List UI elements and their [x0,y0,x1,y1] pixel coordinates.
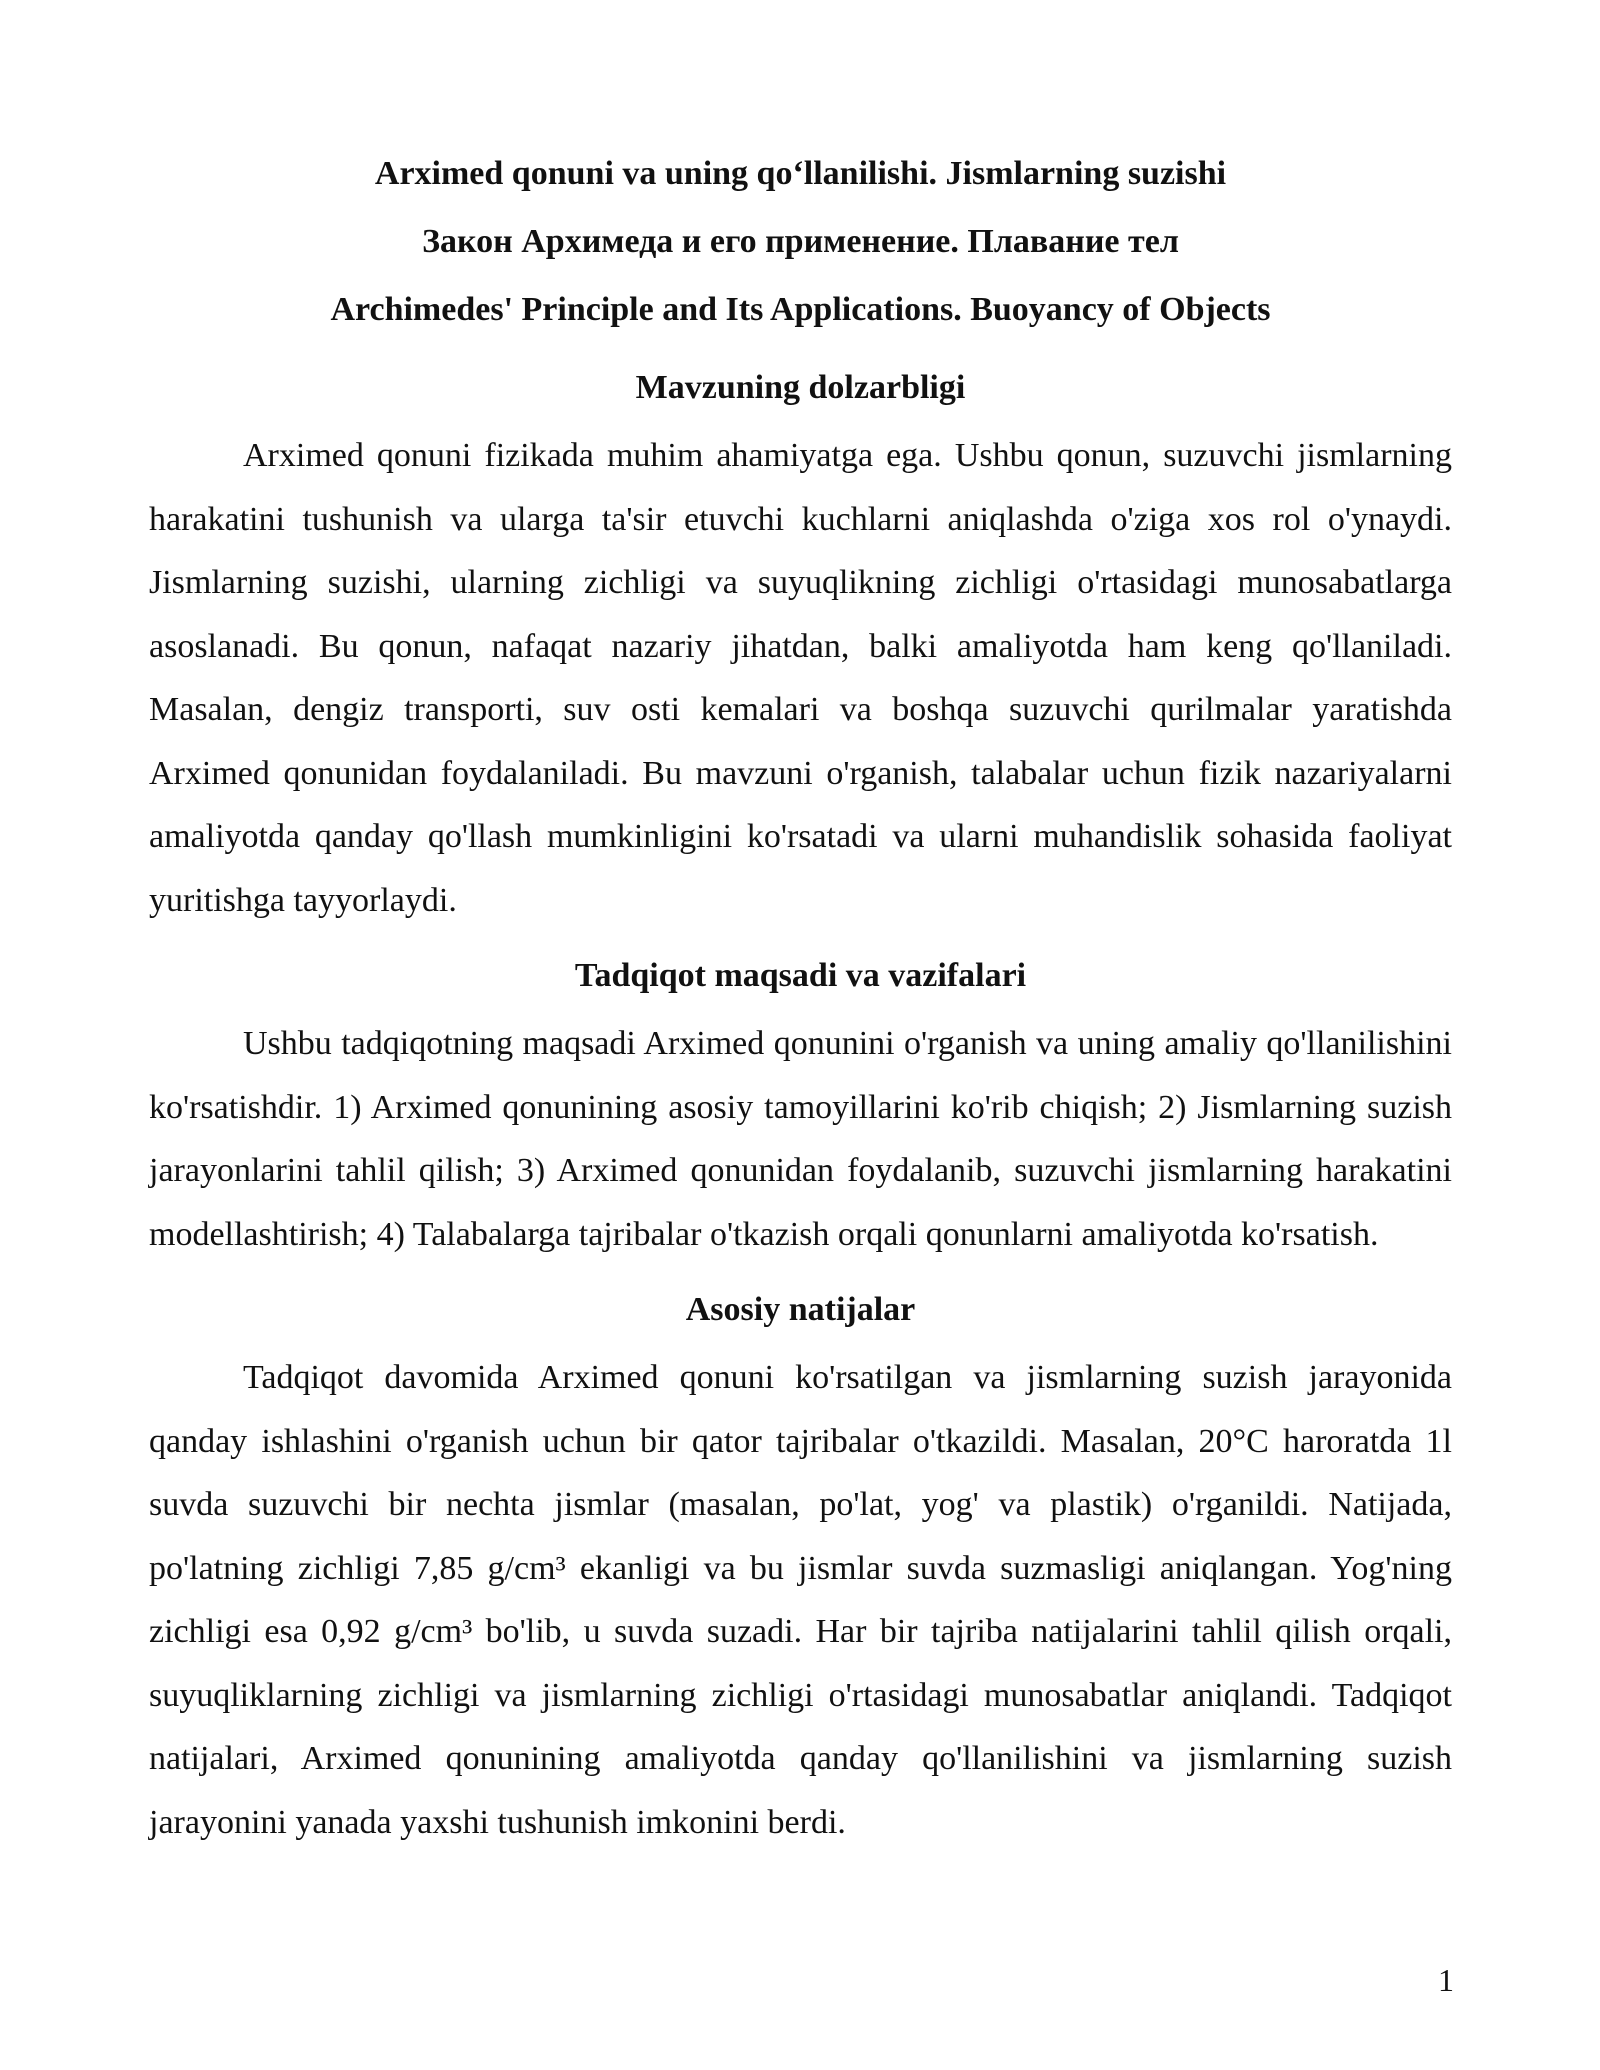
title-russian: Закон Архимеда и его применение. Плавание тел [422,223,1179,260]
section-paragraph-objectives: Ushbu tadqiqotning maqsadi Arximed qonunini o'rganish va uning amaliy qo'llanilishini ko'rsatishdir. 1) Arximed qonunining asosiy tamoyillarini ko'rib chiqish; 2) Jismlarning suzish jarayonlarini tahlil qilish; 3) Arximed qonunidan foydalanib, suzuvchi jismlarning harakatini modellashtirish; 4) Talabalarga tajribalar o'tkazish orqali qonunlarni amaliyotda ko'rsatish. [149,1025,1452,1253]
title-english: Archimedes' Principle and Its Applications. Buoyancy of Objects [330,291,1271,328]
page-number: 1 [1438,1962,1454,1998]
section-paragraph-results: Tadqiqot davomida Arximed qonuni ko'rsatilgan va jismlarning suzish jarayonida qanday ishlashini o'rganish uchun bir qator tajribalar o'tkazildi. Masalan, 20°C haroratda 1l suvda suzuvchi bir nechta jismlar (masalan, po'lat, yog' va plastik) o'rganildi. Natijada, po'latning zichligi 7,85 g/cm³ ekanligi va bu jismlar suvda suzmasligi aniqlangan. Yog'ning zichligi esa 0,92 g/cm³ bo'lib, u suvda suzadi. Har bir tajriba natijalarini tahlil qilish orqali, suyuqliklarning zichligi va jismlarning zichligi o'rtasidagi munosabatlar aniqlandi. Tadqiqot natijalari, Arximed qonunining amaliyotda qanday qo'llanilishini va jismlarning suzish jarayonini yanada yaxshi tushunish imkonini berdi. [149,1359,1452,1841]
title-uzbek: Arximed qonuni va uning qo‘llanilishi. Jismlarning suzishi [374,155,1227,192]
section-heading-relevance: Mavzuning dolzarbligi [635,369,966,406]
section-paragraph-relevance: Arximed qonuni fizikada muhim ahamiyatga ega. Ushbu qonun, suzuvchi jismlarning harakatini tushunish va ularga ta'sir etuvchi kuchlarni aniqlashda o'ziga xos rol o'ynaydi. Jismlarning suzishi, ularning zichligi va suyuqlikning zichligi o'rtasidagi munosabatlarga asoslanadi. Bu qonun, nafaqat nazariy jihatdan, balki amaliyotda ham keng qo'llaniladi. Masalan, dengiz transporti, suv osti kemalari va boshqa suzuvchi qurilmalar yaratishda Arximed qonunidan foydalaniladi. Bu mavzuni o'rganish, talabalar uchun fizik nazariyalarni amaliyotda qanday qo'llash mumkinligini ko'rsatadi va ularni muhandislik sohasida faoliyat yuritishga tayyorlaydi. [149,437,1452,919]
section-heading-results: Asosiy natijalar [685,1291,916,1328]
section-heading-objectives: Tadqiqot maqsadi va vazifalari [574,957,1027,994]
document-page [149,140,1452,1864]
